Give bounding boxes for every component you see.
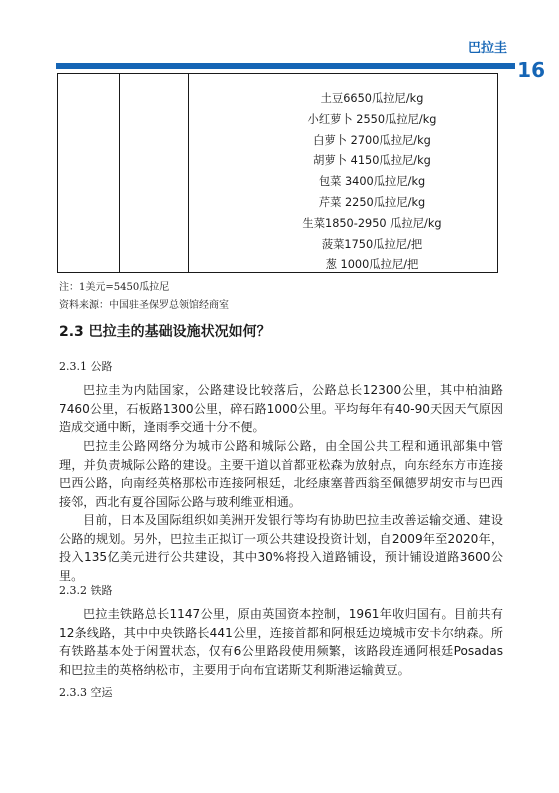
price-row: 生菜1850-2950 瓜拉尼/kg xyxy=(302,216,442,230)
price-row: 菠菜1750瓜拉尼/把 xyxy=(321,237,423,251)
price-row: 芹菜 2250瓜拉尼/kg xyxy=(318,195,426,209)
subsection-heading-roads: 2.3.1 公路 xyxy=(59,360,113,373)
section-title: 2.3 巴拉圭的基础设施状况如何？ xyxy=(59,324,271,340)
exchange-rate-note: 注：1美元=5450瓜拉尼 xyxy=(59,282,170,293)
table-column-divider xyxy=(188,74,189,272)
price-row: 小红萝卜 2550瓜拉尼/kg xyxy=(307,112,437,126)
running-header-title: 巴拉圭 xyxy=(467,41,507,56)
price-row: 包菜 3400瓜拉尼/kg xyxy=(318,175,426,189)
paragraph: 目前，日本及国际组织如美洲开发银行等均有协助巴拉圭改善运输交通、建设公路的规划。另外，巴拉圭正拟订一项公共建设投资计划，自2009年至2020年，投入135亿美元进行公共建设，其中30%将投入道路铺设，预计铺设道路3600公里。 xyxy=(59,513,503,583)
table-column-divider xyxy=(119,74,120,272)
paragraph: 巴拉圭为内陆国家，公路建设比较落后，公路总长12300公里，其中柏油路7460公里，石板路1300公里，碎石路1000公里。平均每年有40-90天因天气原因造成交通中断，逢雨季交通十分不便。 xyxy=(59,383,503,434)
subsection-heading-air: 2.3.3 空运 xyxy=(59,686,113,699)
price-row: 土豆6650瓜拉尼/kg xyxy=(320,92,424,105)
price-list xyxy=(252,89,492,276)
page-number: 16 xyxy=(517,58,545,82)
header-rule xyxy=(56,63,515,69)
price-row: 葱 1000瓜拉尼/把 xyxy=(325,258,419,272)
price-row: 胡萝卜 4150瓜拉尼/kg xyxy=(313,154,431,168)
price-row: 白萝卜 2700瓜拉尼/kg xyxy=(313,133,431,147)
paragraph: 巴拉圭公路网络分为城市公路和城际公路，由全国公共工程和通讯部集中管理，并负责城际公路的建设。主要干道以首都亚松森为放射点，向东经东方市连接巴西公路，向南经英格那松市连接阿根廷，北经康塞普西翁至佩德罗胡安市与巴西接邻，西北有夏谷国际公路与玻利维亚相通。 xyxy=(59,439,503,509)
subsection-heading-rail: 2.3.2 铁路 xyxy=(59,584,113,597)
paragraph: 巴拉圭铁路总长1147公里，原由英国资本控制，1961年收归国有。目前共有12条线路，其中中央铁路长441公里，连接首都和阿根廷边境城市安卡尔纳森。所有铁路基本处于闲置状态，仅有6公里路段使用频繁，该路段连通阿根廷Posadas和巴拉圭的英格纳松市，主要用于向布宜诺斯艾利斯港运输黄豆。 xyxy=(59,607,503,677)
source-note: 资料来源：中国驻圣保罗总领馆经商室 xyxy=(59,300,229,311)
price-table xyxy=(57,73,498,273)
